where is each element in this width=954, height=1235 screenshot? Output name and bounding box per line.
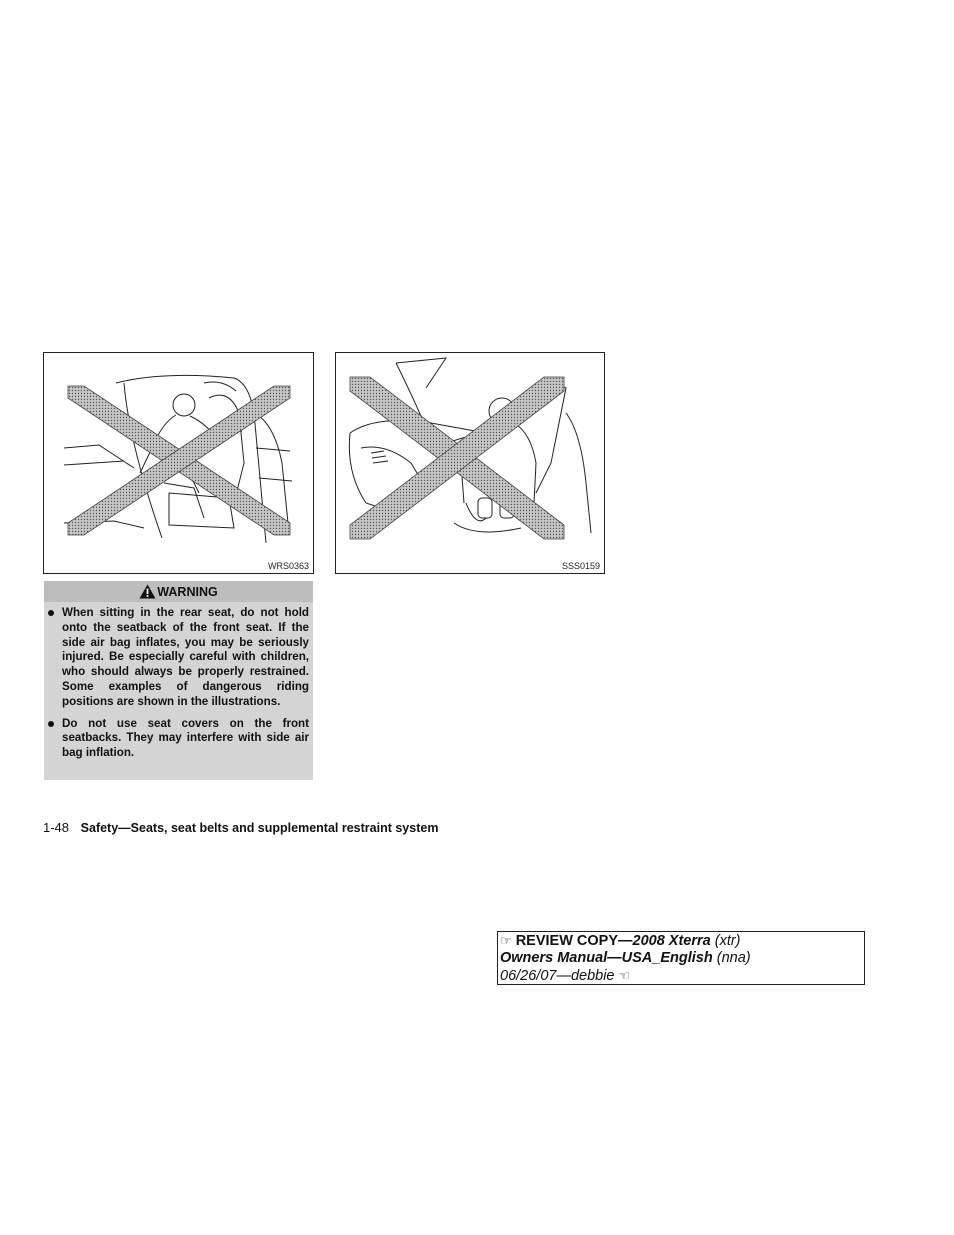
warning-triangle-icon — [139, 584, 156, 599]
front-passenger-drawing — [336, 353, 606, 575]
review-model-code: (xtr) — [710, 933, 741, 949]
pointing-hand-right-icon: ☞ — [500, 933, 512, 948]
page-number: 1-48 — [43, 820, 70, 835]
rear-seat-drawing — [44, 353, 315, 575]
review-manual: Owners Manual—USA_English — [500, 950, 713, 966]
section-title: Safety—Seats, seat belts and supplemental restraint system — [80, 821, 439, 835]
review-copy-stamp — [497, 931, 865, 985]
illustration-rear-seat — [43, 352, 314, 574]
warning-list — [44, 602, 313, 761]
review-line-2 — [500, 950, 864, 967]
figure-code: WRS0363 — [267, 561, 309, 571]
review-line-1 — [500, 932, 864, 950]
review-label: REVIEW COPY— — [515, 933, 633, 949]
figure-code: SSS0159 — [561, 561, 600, 571]
warning-item — [44, 717, 309, 761]
page-footer — [43, 820, 438, 835]
warning-item-text: When sitting in the rear seat, do not hold onto the seatback of the front seat. If the side air bag inflates, you may be seriously injured. Be especially careful with children, who should always be properly restrained. Some examples of dangerous riding positions are shown in the illustrations. — [62, 606, 309, 708]
review-model: 2008 Xterra — [632, 933, 711, 949]
bullet-icon — [48, 721, 54, 727]
illustration-front-passenger — [335, 352, 605, 574]
warning-item-text: Do not use seat covers on the front seatbacks. They may interfere with side air bag inflation. — [62, 716, 309, 760]
warning-box — [44, 581, 313, 780]
review-manual-code: (nna) — [712, 950, 751, 966]
warning-item — [44, 606, 309, 710]
pointing-hand-left-icon: ☜ — [618, 968, 631, 983]
warning-title: WARNING — [157, 584, 218, 599]
warning-header — [44, 581, 313, 602]
bullet-icon — [48, 610, 54, 616]
review-line-3 — [500, 967, 864, 985]
review-date-author: 06/26/07—debbie — [500, 968, 615, 984]
